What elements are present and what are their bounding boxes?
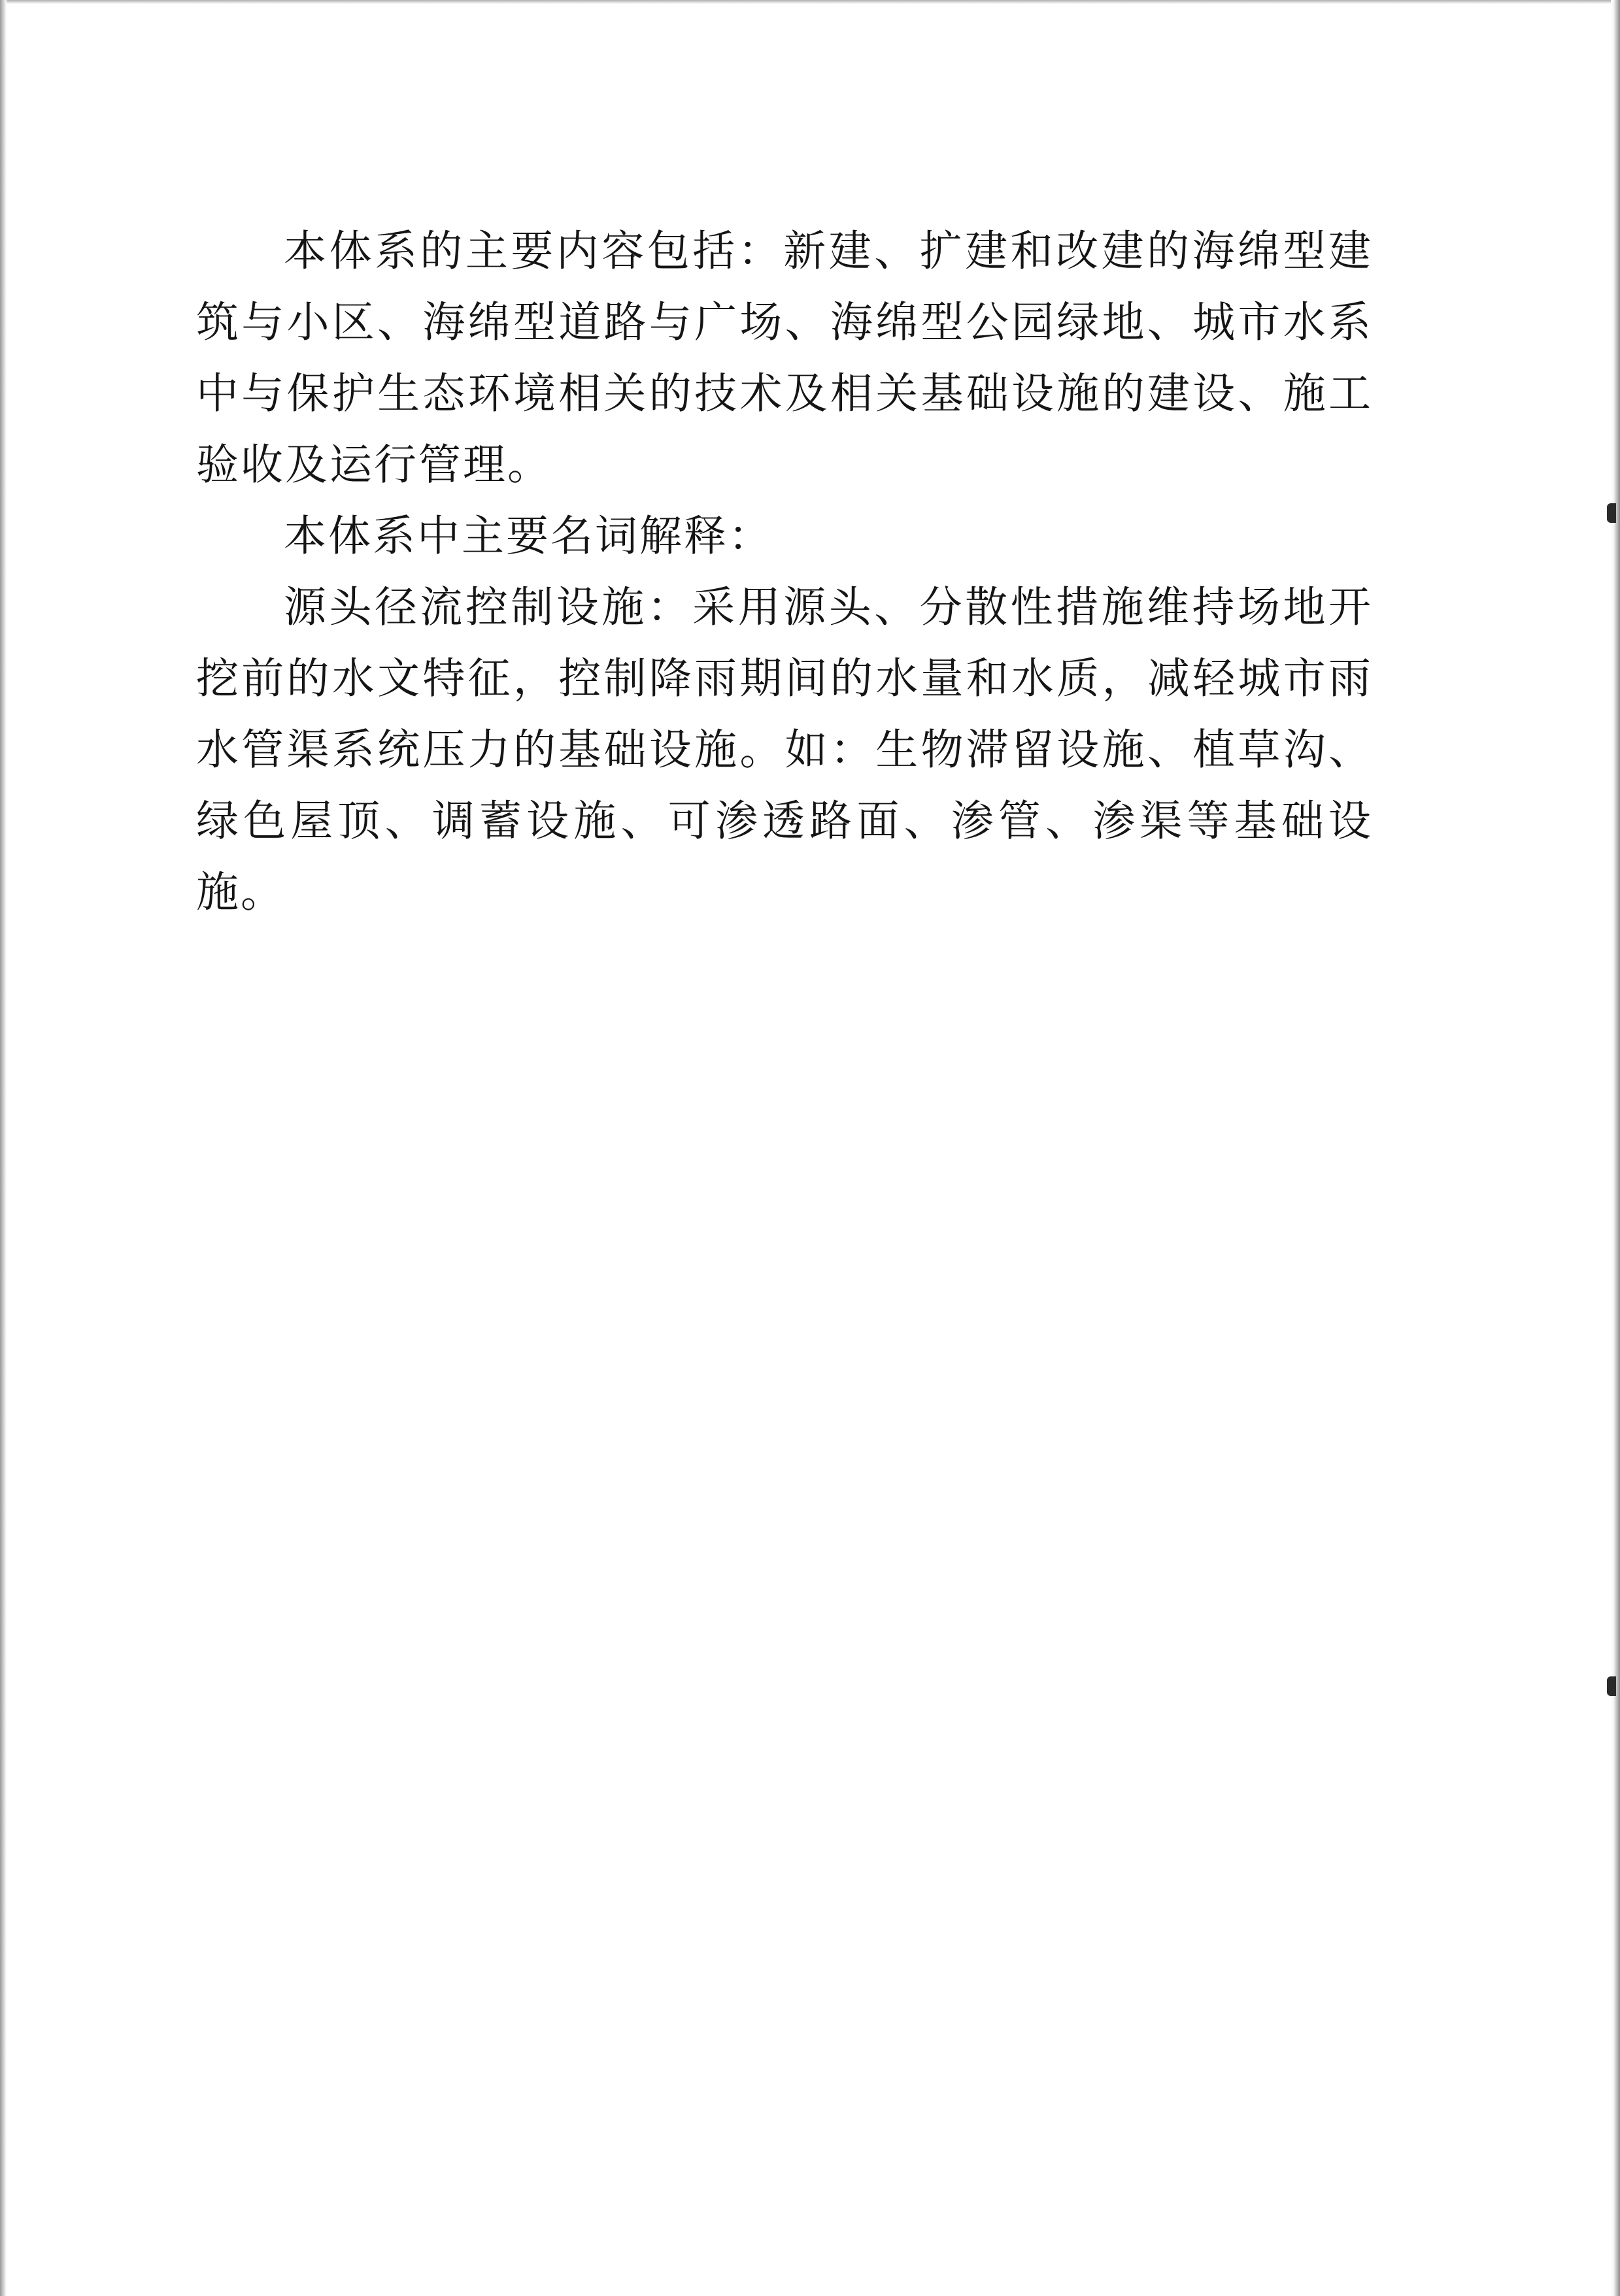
binding-hole-mark xyxy=(1607,503,1616,523)
binding-hole-mark xyxy=(1607,1676,1616,1696)
paragraph-scope: 本体系的主要内容包括：新建、扩建和改建的海绵型建筑与小区、海绵型道路与广场、海绵型公园绿地、城市水系中与保护生态环境相关的技术及相关基础设施的建设、施工验收及运行管理。 xyxy=(196,227,1373,490)
scan-edge-left xyxy=(0,0,7,2296)
scan-edge-right xyxy=(1611,0,1620,2296)
scan-edge-top xyxy=(0,0,1620,4)
paragraph-terms-heading: 本体系中主要名词解释： xyxy=(284,512,773,561)
paragraph-source-runoff-definition: 源头径流控制设施：采用源头、分散性措施维持场地开挖前的水文特征，控制降雨期间的水量和水质，减轻城市雨水管渠系统压力的基础设施。如：生物滞留设施、植草沟、绿色屋顶、调蓄设施、可渗透路面、渗管、渗渠等基础设施。 xyxy=(196,583,1373,917)
document-body xyxy=(196,216,1373,928)
